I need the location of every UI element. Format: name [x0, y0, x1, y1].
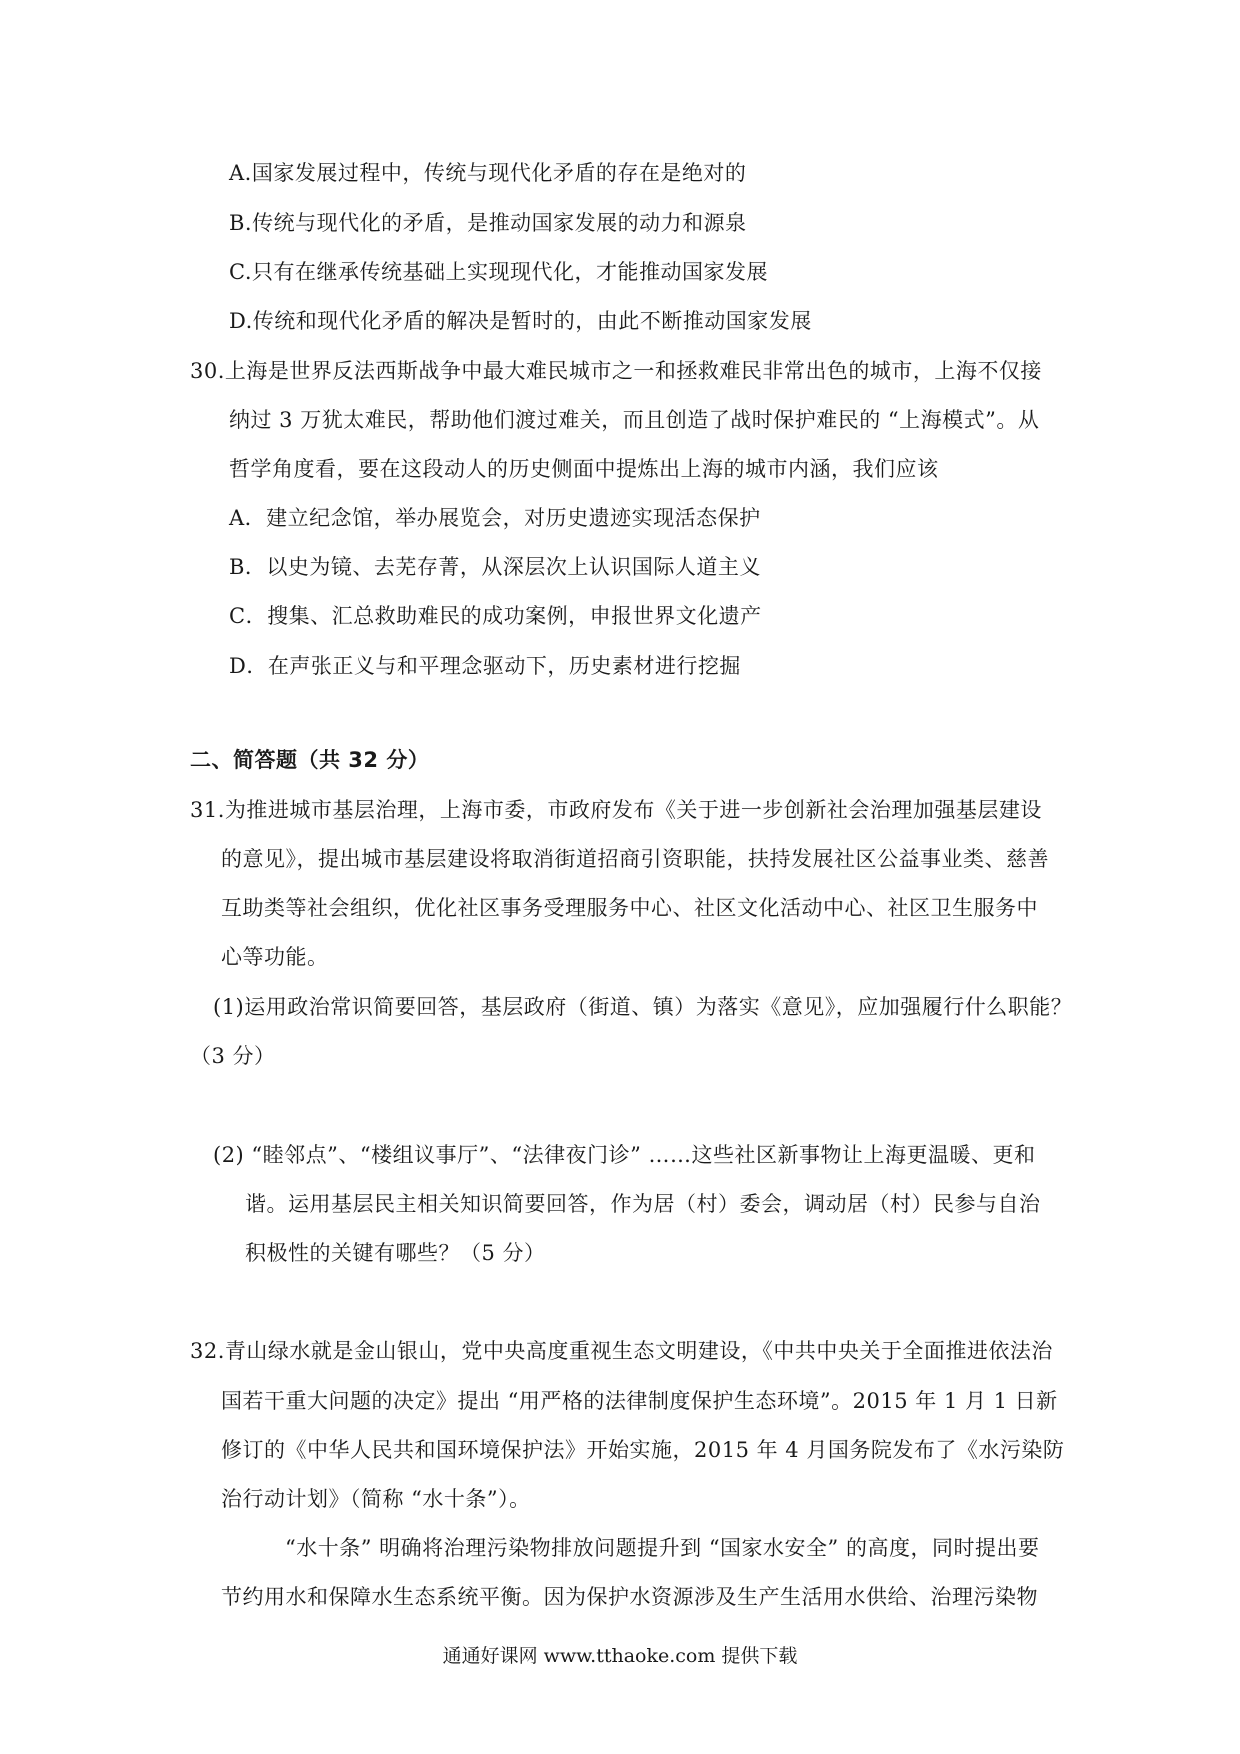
q32-para2-line-2: 节约用水和保障水生态系统平衡。因为保护水资源涉及生产生活用水供给、治理污染物: [221, 1585, 1038, 1609]
q29-option-c: C.只有在继承传统基础上实现现代化，才能推动国家发展: [229, 260, 768, 284]
q30-stem-line-1: 30.上海是世界反法西斯战争中最大难民城市之一和拯救难民非常出色的城市，上海不仅接: [190, 359, 1042, 383]
q31-sub1-line-1: (1)运用政治常识简要回答，基层政府（街道、镇）为落实《意见》，应加强履行什么职能？: [213, 995, 1073, 1019]
q32-stem-line-3: 修订的《中华人民共和国环境保护法》开始实施，2015 年 4 月国务院发布了《水污染防: [221, 1438, 1065, 1462]
q30-option-c: C．搜集、汇总救助难民的成功案例，申报世界文化遗产: [229, 604, 762, 628]
q31-stem-line-1: 31.为推进城市基层治理，上海市委，市政府发布《关于进一步创新社会治理加强基层建设: [190, 798, 1042, 822]
q31-sub1-line-2: （3 分）: [190, 1044, 276, 1068]
page-footer: 通通好课网 www.tthaoke.com 提供下载: [442, 1645, 798, 1667]
q29-option-d: D.传统和现代化矛盾的解决是暂时的，由此不断推动国家发展: [229, 309, 812, 333]
q31-stem-line-2: 的意见》，提出城市基层建设将取消街道招商引资职能，扶持发展社区公益事业类、慈善: [221, 847, 1049, 871]
q32-stem-line-4: 治行动计划》（简称 “水十条”）。: [221, 1487, 531, 1511]
q30-stem-line-2: 纳过 3 万犹太难民，帮助他们渡过难关，而且创造了战时保护难民的 “上海模式”。从: [229, 408, 1040, 432]
q31-sub2-line-1: (2) “睦邻点”、“楼组议事厅”、“法律夜门诊” ……这些社区新事物让上海更温暖、更和: [213, 1143, 1036, 1167]
q32-stem-line-2: 国若干重大问题的决定》提出 “用严格的法律制度保护生态环境”。2015 年 1 月 1 日新: [221, 1389, 1058, 1413]
q31-stem-line-3: 互助类等社会组织，优化社区事务受理服务中心、社区文化活动中心、社区卫生服务中: [221, 896, 1038, 920]
q29-option-b: B.传统与现代化的矛盾，是推动国家发展的动力和源泉: [229, 211, 747, 235]
q31-sub2-line-2: 谐。运用基层民主相关知识简要回答，作为居（村）委会，调动居（村）民参与自治: [245, 1192, 1041, 1216]
q30-stem-line-3: 哲学角度看，要在这段动人的历史侧面中提炼出上海的城市内涵，我们应该: [229, 457, 939, 481]
q29-option-a: A.国家发展过程中，传统与现代化矛盾的存在是绝对的: [229, 161, 747, 185]
section-heading: 二、简答题（共 32 分）: [190, 748, 430, 772]
q30-option-b: B．以史为镜、去芜存菁，从深层次上认识国际人道主义: [229, 555, 761, 579]
q30-option-d: D．在声张正义与和平理念驱动下，历史素材进行挖掘: [229, 654, 741, 678]
q31-stem-line-4: 心等功能。: [221, 945, 329, 969]
q30-option-a: A．建立纪念馆，举办展览会，对历史遗迹实现活态保护: [229, 506, 761, 530]
q32-para2-line-1: “水十条” 明确将治理污染物排放问题提升到 “国家水安全” 的高度，同时提出要: [285, 1536, 1040, 1560]
q32-stem-line-1: 32.青山绿水就是金山银山，党中央高度重视生态文明建设，《中共中央关于全面推进依法治: [190, 1339, 1053, 1363]
q31-sub2-line-3: 积极性的关键有哪些？（5 分）: [245, 1241, 546, 1265]
